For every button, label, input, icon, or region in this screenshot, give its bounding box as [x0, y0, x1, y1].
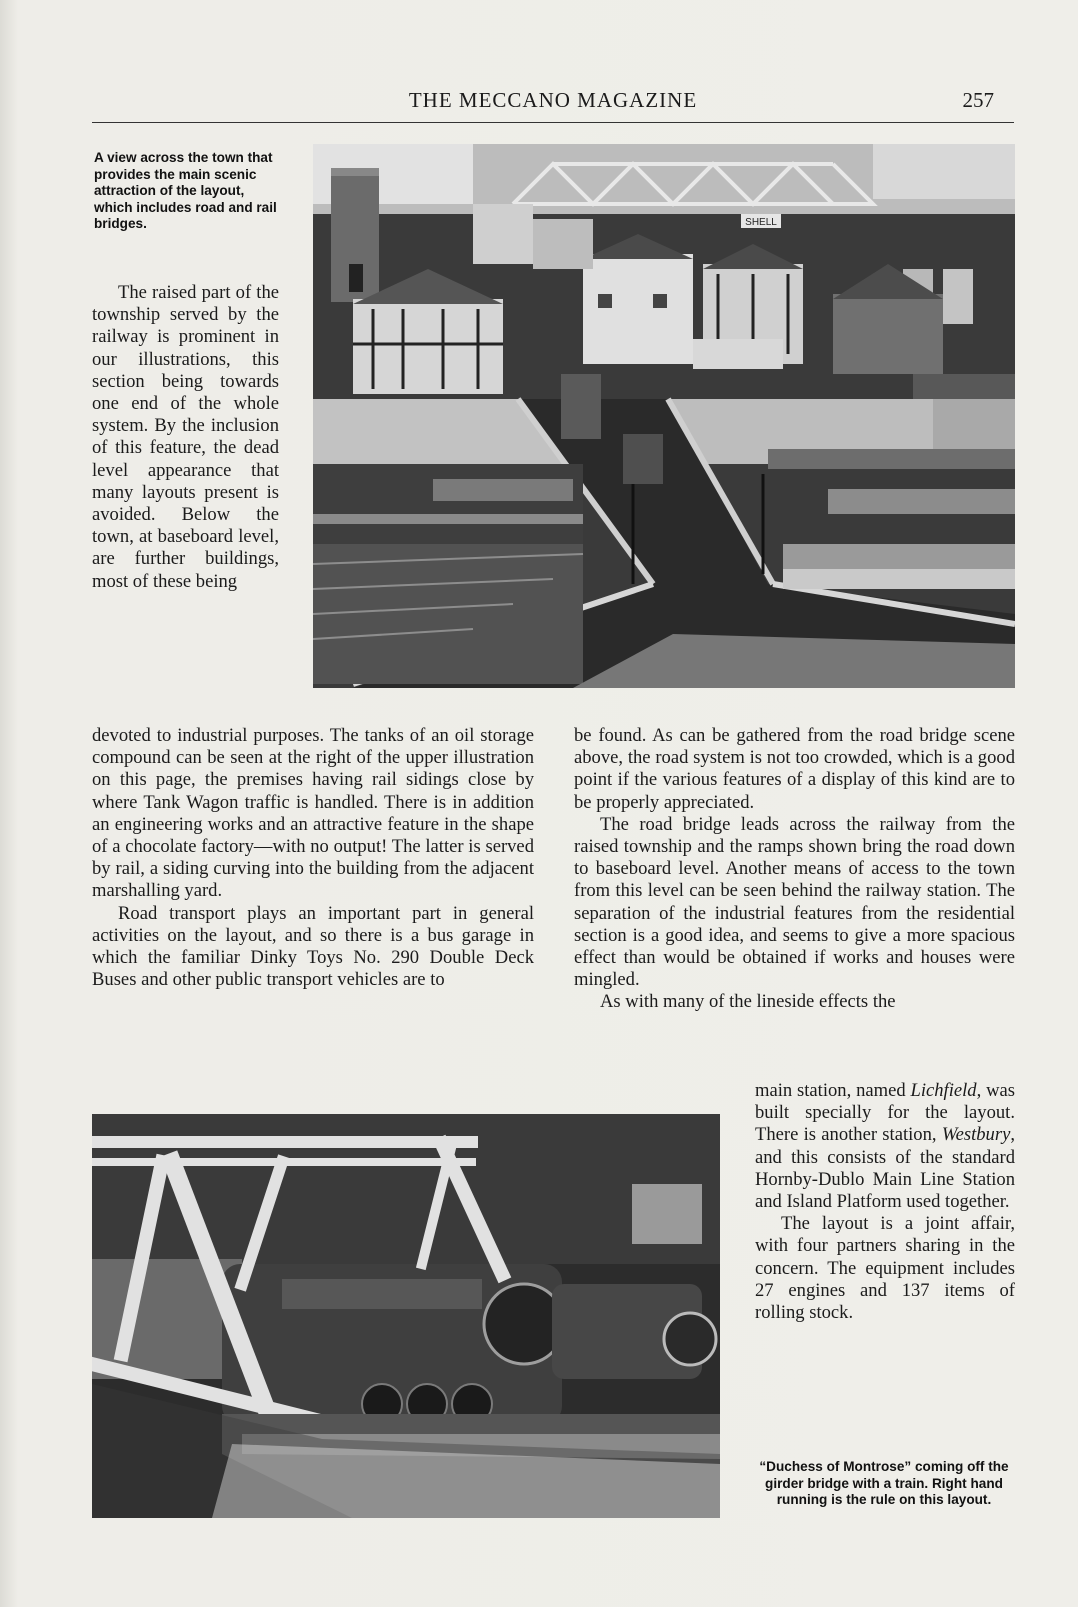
station-name-lichfield: Lichfield [910, 1080, 977, 1101]
page-number: 257 [962, 88, 994, 112]
paragraph-industrial: devoted to industrial purposes. The tanks of an oil storage compound can be seen at the right of the upper illustration on this page, the premises having rail sidings close by where Tank Wagon traffic is handled. There is in addition an engineering works and an attractive feature in the shape of a chocolate factory—with no output! The latter is served by rail, a siding curving into the building from the adjacent marshalling yard. [92, 725, 534, 902]
paragraph-road-transport: Road transport plays an important part in general activities on the layout, and so there is a bus garage in which the familiar Dinky Toys No. 290 Double Deck Buses and other public transport vehicles are to [92, 902, 534, 991]
stations-text-a: main station, named [755, 1080, 906, 1101]
paragraph-stations-lead: As with many of the lineside effects the [600, 991, 896, 1013]
paragraph-road-system: be found. As can be gathered from the road bridge scene above, the road system is not too crowded, which is a good point if the various features of a display of this kind are to be properly appreciated. [574, 725, 1015, 813]
left-column [92, 725, 534, 991]
stations-text-b: , was built specially for the layout. There is another station, [755, 1080, 1015, 1146]
paragraph-partners: The layout is a joint affair, with four partners sharing in the concern. The equipment includes 27 engines and 137 items of rolling stock. [755, 1213, 1015, 1324]
bottom-photo-caption: “Duchess of Montrose” coming off the girder bridge with a train. Right hand running is the rule on this layout. [759, 1459, 1009, 1507]
locomotive-bridge-photo [92, 1114, 720, 1518]
magazine-title: THE MECCANO MAGAZINE [408, 88, 698, 112]
town-view-photo [313, 144, 1015, 688]
right-column [574, 725, 1015, 1014]
stations-text-c: , and this consists of the standard Hornby-Dublo Main Line Station and Island Platform used together. [755, 1124, 1015, 1213]
page-header [92, 88, 1014, 123]
top-photo-caption: A view across the town that provides the main scenic attraction of the layout, which includes road and rail bridges. [94, 150, 277, 231]
narrow-right-column [755, 1080, 1015, 1324]
paragraph-road-bridge: The road bridge leads across the railway from the raised township and the ramps shown bring the road down to baseboard level. Another means of access to the town from this level can be seen behind the railway station. The separation of the industrial features from the residential section is a good idea, and seems to give a more spacious effect than would be obtained if works and houses were mingled. [574, 813, 1015, 991]
station-name-westbury: Westbury [941, 1124, 1011, 1146]
paragraph-stations [755, 1080, 1015, 1213]
intro-paragraph: The raised part of the township served by the railway is prominent in our illustrations, this section being towards one end of the whole system. By the inclusion of this feature, the dead level appearance that many layouts present is avoided. Below the town, at baseboard level, are further buildings, most of these being [92, 282, 279, 592]
narrow-left-column [92, 282, 279, 593]
shell-sign-text: SHELL [745, 217, 777, 228]
